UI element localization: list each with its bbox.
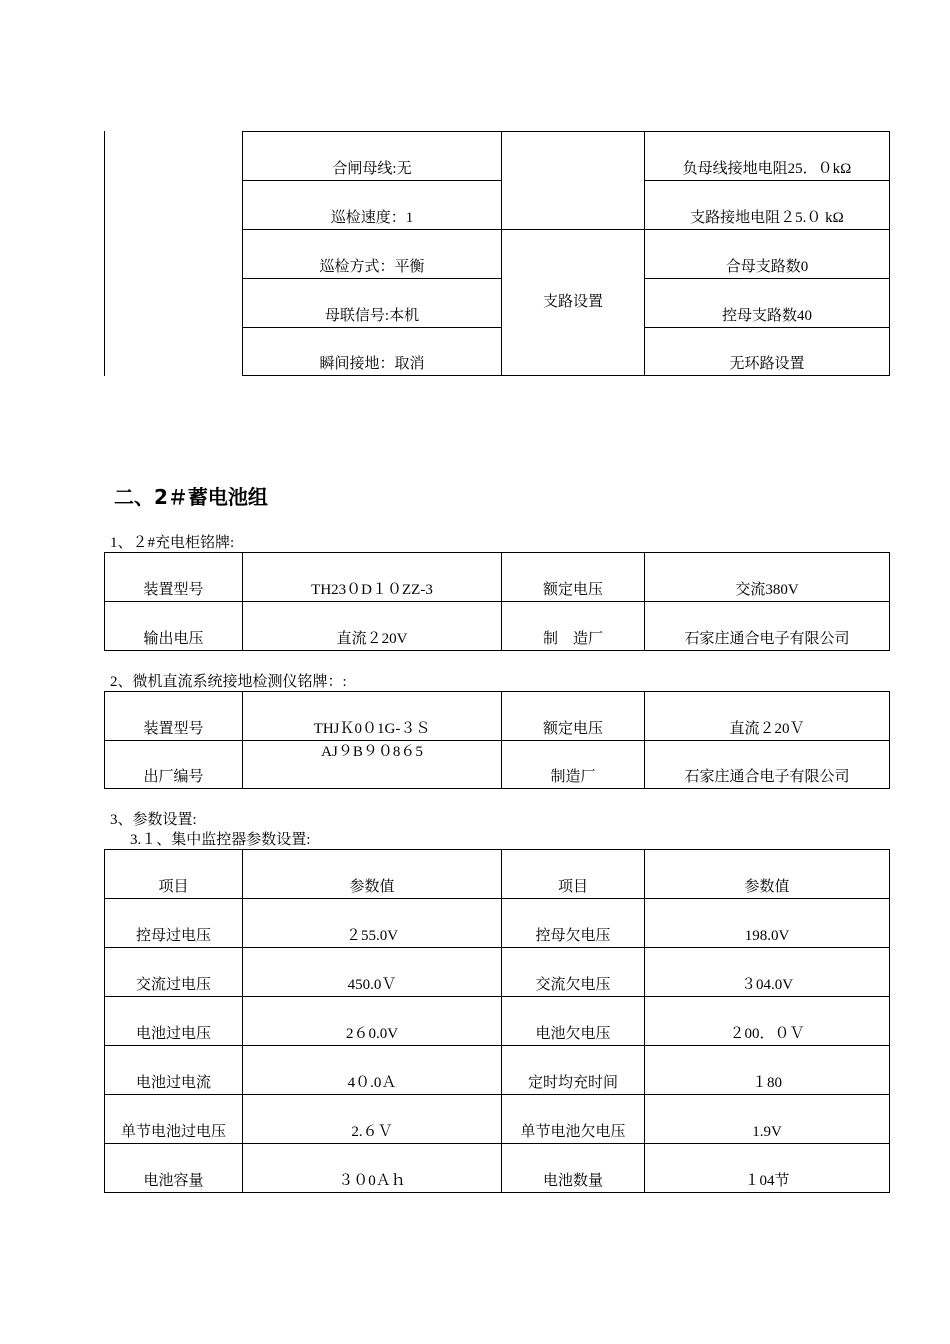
neg-bus-resistance-cell: 负母线接地电阻25．０kΩ [645, 132, 890, 181]
table-cell: １04节 [645, 1144, 890, 1193]
ground-detector-nameplate-table [104, 691, 890, 789]
table-cell: 2６0.0V [243, 997, 502, 1046]
table-cell: １80 [645, 1046, 890, 1095]
table-cell: 定时均充时间 [502, 1046, 645, 1095]
table-cell: 直流２20V [243, 602, 502, 651]
blank-cell [502, 132, 645, 230]
closing-bus-cell: 合闸母线:无 [243, 132, 502, 181]
branch-setting-cell: 支路设置 [502, 230, 645, 376]
table-cell: 石家庄通合电子有限公司 [645, 741, 890, 789]
charger-nameplate-table [104, 552, 890, 651]
table-cell: 石家庄通合电子有限公司 [645, 602, 890, 651]
table-cell: 198.0V [645, 899, 890, 948]
table-cell: 装置型号 [105, 553, 243, 602]
subheading-ground-detector-nameplate: 2、微机直流系统接地检测仪铭牌：: [110, 674, 347, 690]
table-cell: 电池过电流 [105, 1046, 243, 1095]
closing-branch-count-cell: 合母支路数0 [645, 230, 890, 279]
table-row [105, 1095, 890, 1144]
top-parameter-table [104, 131, 890, 376]
table-cell: THJＫ0０1G-３Ｓ [243, 692, 502, 741]
column-header: 项目 [502, 850, 645, 899]
monitor-parameter-table [104, 849, 890, 1193]
table-cell: 额定电压 [502, 553, 645, 602]
table-cell: 出厂编号 [105, 741, 243, 789]
blank-cell [105, 132, 243, 376]
subheading-parameter-settings: 3、参数设置: [110, 812, 197, 828]
branch-resistance-cell: 支路接地电阻２5.０ kΩ [645, 181, 890, 230]
table-cell: 450.0Ｖ [243, 948, 502, 997]
table-cell: 2.６Ｖ [243, 1095, 502, 1144]
table-cell: 电池容量 [105, 1144, 243, 1193]
subheading-monitor-parameters: 3.１、集中监控器参数设置: [130, 832, 311, 848]
table-cell: 控母欠电压 [502, 899, 645, 948]
table-cell: 4０.0Ａ [243, 1046, 502, 1095]
column-header: 参数值 [645, 850, 890, 899]
bus-tie-signal-cell: 母联信号:本机 [243, 279, 502, 328]
table-cell: 电池数量 [502, 1144, 645, 1193]
table-header-row [105, 850, 890, 899]
table-cell: TH23０D１０ZZ-3 [243, 553, 502, 602]
table-cell: 交流欠电压 [502, 948, 645, 997]
table-cell: 交流380V [645, 553, 890, 602]
control-branch-count-cell: 控母支路数40 [645, 279, 890, 328]
table-row [105, 899, 890, 948]
table-cell: 输出电压 [105, 602, 243, 651]
table-cell: 单节电池过电压 [105, 1095, 243, 1144]
table-cell: 单节电池欠电压 [502, 1095, 645, 1144]
subheading-charger-nameplate: 1、２#充电柜铭牌: [110, 535, 235, 551]
table-cell: 电池过电压 [105, 997, 243, 1046]
patrol-speed-cell: 巡检速度：1 [243, 181, 502, 230]
table-row [105, 1144, 890, 1193]
table-cell: 交流过电压 [105, 948, 243, 997]
table-cell: ２55.0V [243, 899, 502, 948]
column-header: 参数值 [243, 850, 502, 899]
patrol-mode-cell: 巡检方式：平衡 [243, 230, 502, 279]
table-cell: 额定电压 [502, 692, 645, 741]
table-cell: 制造厂 [502, 741, 645, 789]
serial-number-cell: AJ９B９０8６5 [243, 741, 502, 789]
table-cell: ３０0Ａｈ [243, 1144, 502, 1193]
table-cell: ２00．０Ｖ [645, 997, 890, 1046]
no-loop-setting-cell: 无环路设置 [645, 328, 890, 376]
table-left-border [104, 131, 105, 376]
section-title: 二、2＃蓄电池组 [114, 485, 268, 509]
instant-ground-cell: 瞬间接地：取消 [243, 328, 502, 376]
table-cell: ３04.0V [645, 948, 890, 997]
table-cell: 控母过电压 [105, 899, 243, 948]
table-cell: 1.9V [645, 1095, 890, 1144]
table-row [105, 1046, 890, 1095]
table-cell: 直流２20Ｖ [645, 692, 890, 741]
table-row [105, 948, 890, 997]
table-row [105, 997, 890, 1046]
column-header: 项目 [105, 850, 243, 899]
table-cell: 电池欠电压 [502, 997, 645, 1046]
table-cell: 制 造厂 [502, 602, 645, 651]
table-cell: 装置型号 [105, 692, 243, 741]
